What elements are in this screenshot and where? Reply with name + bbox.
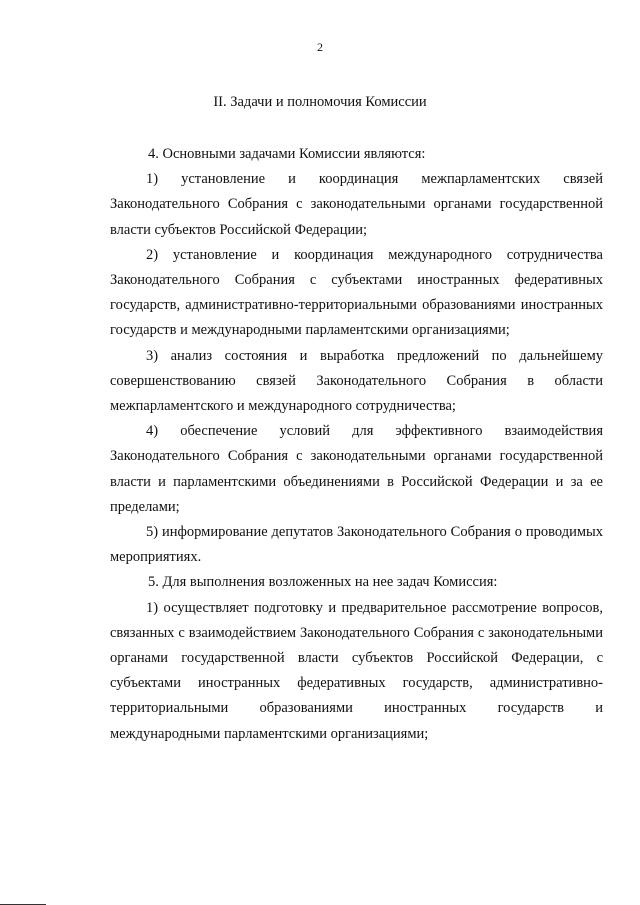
paragraph-task-4: 4) обеспечение условий для эффективного взаимодействия Законодательного Собрания с законодательными органами государственной власти и парламентскими объединениями в Российской Федерации и за ее пределами;: [110, 423, 603, 515]
paragraph-task-5: 5) информирование депутатов Законодательного Собрания о проводимых мероприятиях.: [110, 524, 603, 566]
paragraph-powers-intro: 5. Для выполнения возложенных на нее задач Комиссия:: [148, 574, 498, 591]
paragraph-task-3: 3) анализ состояния и выработка предложений по дальнейшему совершенствованию связей Законодательного Собрания в области межпарламентского и международного сотрудничества;: [110, 347, 603, 415]
paragraph-tasks-intro: 4. Основными задачами Комиссии являются:: [148, 146, 426, 162]
paragraph-power-1: 1) осуществляет подготовку и предварительное рассмотрение вопросов, связанных с взаимодействием Законодательного Собрания с законодательными органами государственной власти субъектов Российской Федерации, с субъектами иностранных федеративных государств, административно-территориальными образованиями иностранных государств и международными парламентскими организациями;: [110, 599, 603, 742]
paragraph-task-1: 1) установление и координация межпарламентских связей Законодательного Собрания с законодательными органами государственной власти субъектов Российской Федерации;: [110, 171, 603, 238]
document-body: [110, 142, 603, 747]
paragraph-task-2: 2) установление и координация международного сотрудничества Законодательного Собрания с субъектами иностранных федеративных государств, административно-территориальными образованиями иностранных государств и международными парламентскими организациями;: [110, 246, 603, 339]
page-number: 2: [317, 40, 323, 54]
section-heading: II. Задачи и полномочия Комиссии: [213, 94, 427, 110]
